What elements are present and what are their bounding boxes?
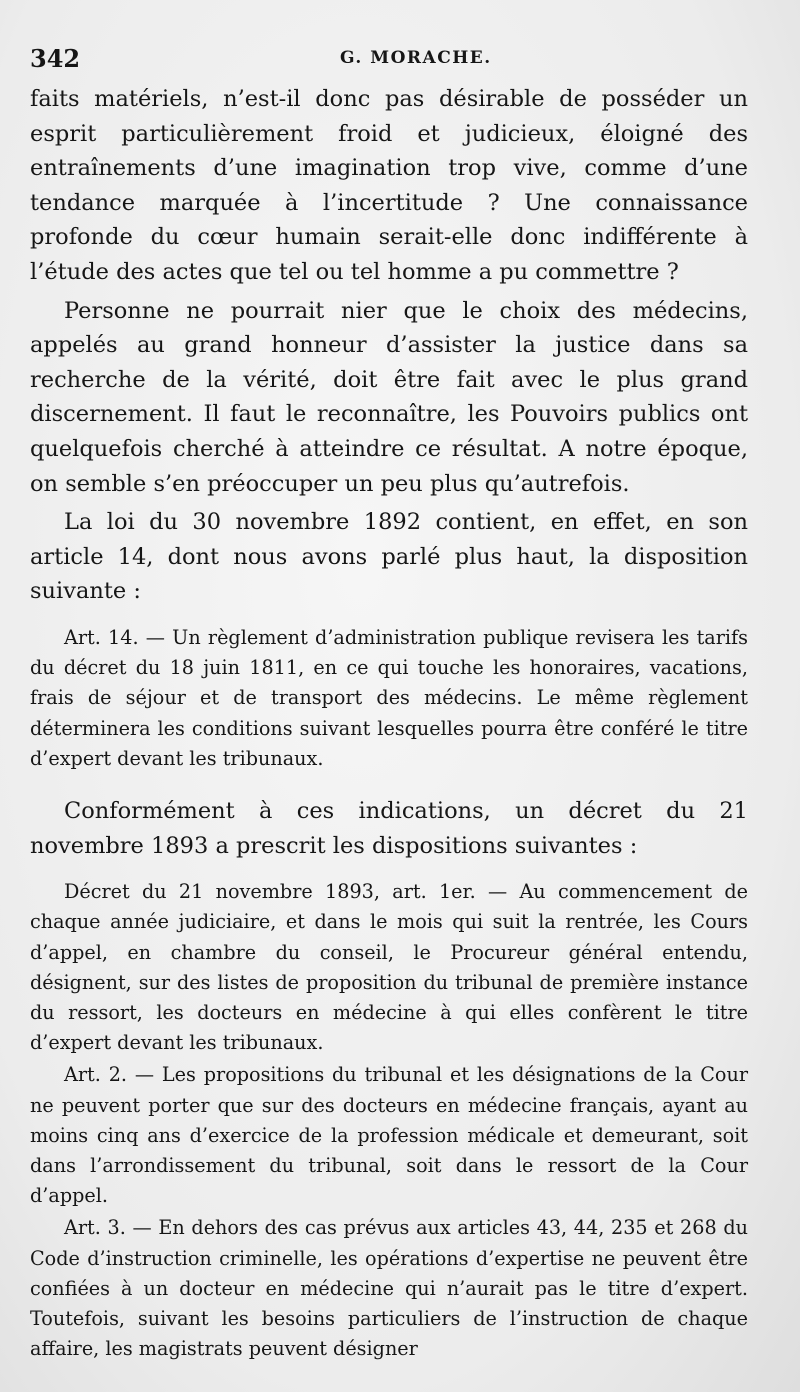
- quote-article-14: Art. 14. — Un règlement d’administration publique revisera les tarifs du décret du 18 juin 1811, en ce qui touche les honoraires, vacations, frais de séjour et de transport des médecins. Le même règlement déterminera les conditions suivant lesquelles pourra être conféré le titre d’expert devant les tribunaux.: [30, 625, 748, 770]
- paragraph-loi-1892: La loi du 30 novembre 1892 contient, en effet, en son article 14, dont nous avons parlé plus haut, la disposition suivante :: [30, 509, 748, 605]
- paragraph-choix-medecins: Personne ne pourrait nier que le choix des médecins, appelés au grand honneur d’assister la justice dans sa recherche de la vérité, doit être fait avec le plus grand discernement. Il faut le reconnaître, les Pouvoirs publics ont quelquefois cherché à atteindre ce résultat. A notre époque, on semble s’en préoccuper un peu plus qu’autrefois.: [30, 297, 748, 497]
- page-body: [30, 82, 748, 1364]
- quote-decret-art-3: Art. 3. — En dehors des cas prévus aux articles 43, 44, 235 et 268 du Code d’instruction criminelle, les opérations d’expertise ne peuvent être confiées à un docteur en médecine qui n’aurait pas le titre d’expert. Toutefois, suivant les besoins particuliers de l’instruction de chaque affaire, les magistrats peuvent désigner: [30, 1216, 748, 1361]
- page-header: [30, 44, 760, 78]
- running-head: G. MORACHE.: [340, 48, 492, 68]
- paragraph-continuation: faits matériels, n’est-il donc pas désirable de posséder un esprit particulièrement froid et judicieux, éloigné des entraînements d’une imagination trop vive, comme d’une tendance marquée à l’incertitude ? Une connaissance profonde du cœur humain serait-elle donc indifférente à l’étude des actes que tel ou tel homme a pu commettre ?: [30, 86, 748, 285]
- quote-decret-art-1: Décret du 21 novembre 1893, art. 1er. — Au commencement de chaque année judiciaire, et dans le mois qui suit la rentrée, les Cours d’appel, en chambre du conseil, le Procureur général entendu, désignent, sur des listes de proposition du tribunal de première instance du ressort, les docteurs en médecine à qui elles confèrent le titre d’expert devant les tribunaux.: [30, 880, 748, 1055]
- paragraph-decret-1893: Conformément à ces indications, un décret du 21 novembre 1893 a prescrit les dispositions suivantes :: [30, 797, 748, 859]
- page-number: 342: [30, 44, 81, 73]
- quote-decret-art-2: Art. 2. — Les propositions du tribunal et les désignations de la Cour ne peuvent porter que sur des docteurs en médecine français, ayant au moins cinq ans d’exercice de la profession médicale et demeurant, soit dans l’arrondissement du tribunal, soit dans le ressort de la Cour d’appel.: [30, 1063, 748, 1208]
